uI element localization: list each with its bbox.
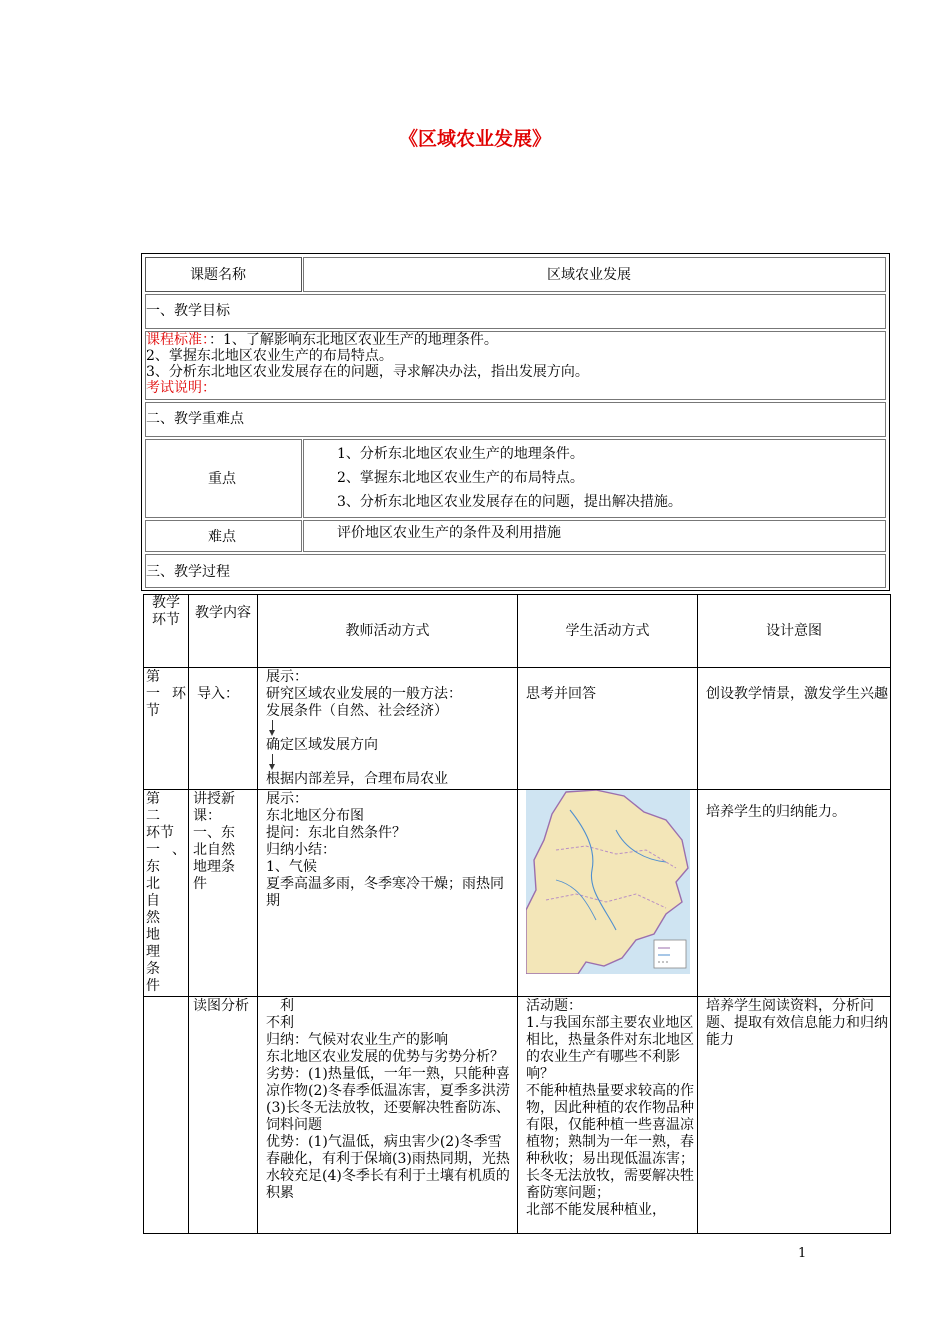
- section-process-heading: 三、教学过程: [146, 564, 230, 580]
- course-info-table: [141, 253, 890, 591]
- process-row-1: [144, 668, 891, 790]
- exam-label: 考试说明：: [146, 380, 216, 396]
- row2-stage-line: 件: [146, 978, 160, 994]
- row2-stage-line: 理 条: [146, 944, 174, 977]
- row3-student-line: 北部不能发展种植业，: [526, 1202, 666, 1218]
- row2-stage-line: 北 自: [146, 876, 174, 909]
- standard-line-3: 3、分析东北地区农业发展存在的问题，寻求解决办法，指出发展方向。: [146, 364, 589, 380]
- row2-content-line: 一、东: [193, 825, 235, 841]
- row1-intent: 创设教学情景，激发学生兴趣: [698, 668, 891, 790]
- row2-teacher-line: 东北地区分布图: [266, 808, 364, 824]
- header-teacher: 教师活动方式: [258, 595, 518, 668]
- difficulty-value-cell: [303, 520, 886, 552]
- standards-cell: [145, 331, 886, 400]
- key-label-cell: [145, 439, 302, 518]
- row2-stage-line: 环节: [146, 825, 174, 841]
- row3-teacher-line: 优势：(1)气温低，病虫害少(2)冬季雪春融化，有利于保墒(3)雨热同期，光热水较充足(4)冬季长有利于土壤有机质的积累: [266, 1134, 510, 1201]
- down-arrow-icon: [272, 720, 273, 734]
- header-intent: 设计意图: [698, 595, 891, 668]
- key-point-1: 1、分析东北地区农业生产的地理条件。: [337, 446, 584, 462]
- difficulty-value: 评价地区农业生产的条件及利用措施: [337, 525, 561, 541]
- row3-student: [518, 997, 698, 1234]
- row2-content: [189, 790, 258, 997]
- row3-student-line: 1.与我国东部主要农业地区相比，热量条件对东北地区的农业生产有哪些不利影响？: [526, 1015, 694, 1082]
- row2-content-line: 讲授新: [193, 791, 235, 807]
- row2-teacher-line: 夏季高温多雨，冬季寒冷干燥；雨热同期: [266, 876, 504, 909]
- row3-teacher-line: 劣势：(1)热量低，一年一熟，只能种喜凉作物(2)冬春季低温冻害，夏季多洪涝(3)长冬无法放牧，还要解决牲畜防冻、饲料问题: [266, 1066, 510, 1133]
- row3-teacher: [258, 997, 518, 1234]
- difficulty-label-cell: [145, 520, 302, 552]
- teaching-process-table: [143, 594, 891, 1234]
- row2-stage: [144, 790, 189, 997]
- row2-content-line: 件: [193, 876, 207, 892]
- key-point-3: 3、分析东北地区农业发展存在的问题，提出解决措施。: [337, 494, 682, 510]
- row1-teacher-line-2: 研究区域农业发展的一般方法：: [266, 686, 462, 702]
- row1-teacher: [258, 668, 518, 790]
- header-stage: 教学环节: [144, 595, 189, 668]
- row2-teacher-line: 展示：: [266, 791, 308, 807]
- row1-teacher-line-5: 根据内部差异，合理布局农业: [266, 771, 448, 787]
- row3-student-line: 活动题：: [526, 998, 582, 1014]
- map-legend-box: [654, 940, 686, 968]
- row2-teacher: [258, 790, 518, 997]
- standard-line-2: 2、掌握东北地区农业生产的布局特点。: [146, 348, 393, 364]
- course-name-label-cell: [145, 257, 302, 292]
- key-points-cell: [303, 439, 886, 518]
- standard-label: 课程标准：: [146, 332, 209, 348]
- process-row-2: [144, 790, 891, 997]
- header-content: 教学内容: [189, 595, 258, 668]
- northeast-china-map-image: [526, 790, 690, 974]
- section-objectives-heading: 一、教学目标: [146, 303, 230, 319]
- course-name-value-cell: [303, 257, 886, 292]
- section-key-points-cell: [145, 402, 886, 437]
- row1-student: 思考并回答: [518, 668, 698, 790]
- process-header-row: [144, 595, 891, 668]
- difficulty-label: 难点: [208, 529, 236, 545]
- row2-teacher-line: 1、气候: [266, 859, 317, 875]
- row2-content-line: 课：: [193, 808, 221, 824]
- row2-stage-line: 一、东: [146, 842, 186, 875]
- row3-content: 读图分析: [189, 997, 258, 1234]
- row3-teacher-line: 不利: [266, 1015, 294, 1031]
- row1-stage: 第 一环节: [144, 668, 189, 790]
- page-number: 1: [798, 1246, 807, 1261]
- row2-teacher-line: 提问：东北自然条件？: [266, 825, 406, 841]
- row2-content-line: 地理条: [193, 859, 235, 875]
- row2-intent: 培养学生的归纳能力。: [698, 790, 891, 997]
- key-label: 重点: [208, 471, 236, 487]
- section-objectives-cell: [145, 294, 886, 329]
- row2-stage-line: 第 二: [146, 791, 174, 824]
- row2-stage-line: 然 地: [146, 910, 174, 943]
- section-process-cell: [145, 554, 886, 588]
- document-title: 《区域农业发展》: [398, 128, 551, 150]
- key-point-2: 2、掌握东北地区农业生产的布局特点。: [337, 470, 584, 486]
- row2-teacher-line: 归纳小结：: [266, 842, 336, 858]
- row3-stage: [144, 997, 189, 1234]
- row3-intent: 培养学生阅读资料，分析问题、提取有效信息能力和归纳能力: [698, 997, 891, 1234]
- row3-student-line: 不能种植热量要求较高的作物，因此种植的农作物品种有限，仅能种植一些喜温凉植物；熟制为一年一熟，春种秋收；易出现低温冻害；长冬无法放牧，需要解决牲畜防寒问题；: [526, 1083, 694, 1201]
- section-key-points-heading: 二、教学重难点: [146, 411, 244, 427]
- row1-teacher-line-1: 展示：: [266, 669, 308, 685]
- row3-teacher-line: 东北地区农业发展的优势与劣势分析？: [266, 1049, 504, 1065]
- row3-teacher-line: 利: [266, 998, 294, 1014]
- course-name-label: 课题名称: [190, 267, 246, 283]
- standard-line-1: ：1、了解影响东北地区农业生产的地理条件。: [209, 332, 498, 348]
- row1-teacher-line-4: 确定区域发展方向: [266, 737, 378, 753]
- process-row-3: [144, 997, 891, 1234]
- down-arrow-icon: [272, 754, 273, 768]
- row1-content: 导入：: [189, 668, 258, 790]
- row3-teacher-line: 归纳：气候对农业生产的影响: [266, 1032, 448, 1048]
- header-student: 学生活动方式: [518, 595, 698, 668]
- row2-content-line: 北自然: [193, 842, 235, 858]
- row1-teacher-line-3: 发展条件（自然、社会经济）: [266, 703, 448, 719]
- course-name-value: 区域农业发展: [547, 267, 631, 283]
- row2-student: [518, 790, 698, 997]
